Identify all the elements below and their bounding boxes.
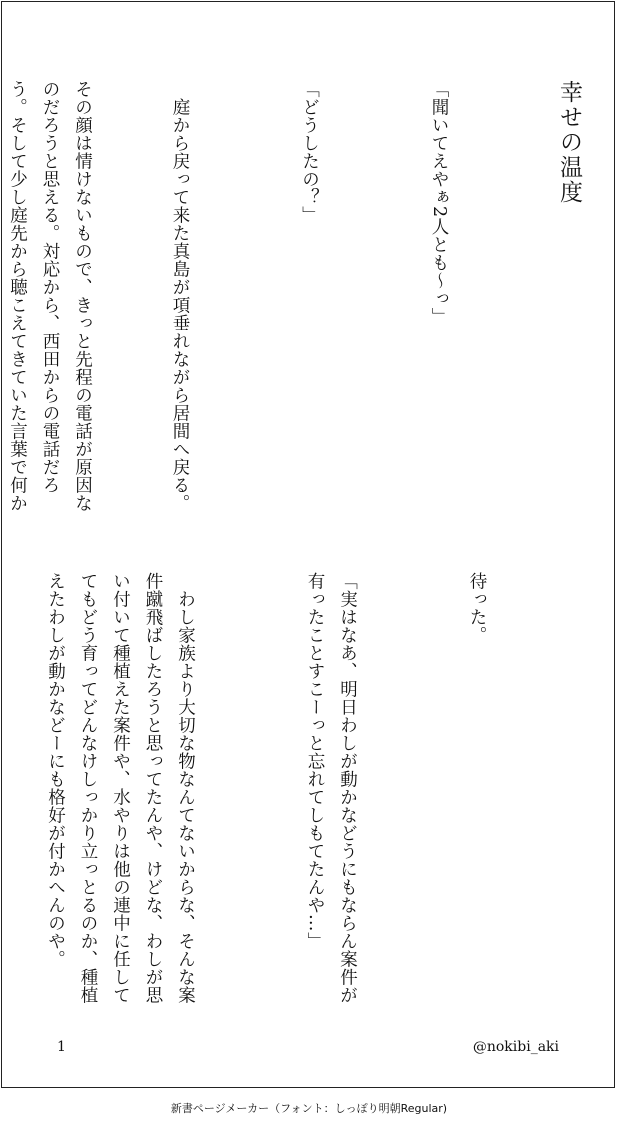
paragraph: その顔は情けないもので、きっと先程の電話が原因なのだろうと思える。対応から、西田からの電話だろう。そして少し庭先から聴こえてきていた言葉で何か (7, 80, 93, 512)
author-handle: @nokibi_aki (472, 1039, 559, 1055)
dialogue-line: 「実はなあ、明日わしが動かなどうにもならん案件が有ったことすこーっと忘れてしもてたんや…」 (305, 572, 358, 1004)
paragraph: 待った。 (467, 572, 487, 644)
top-text-block (0, 80, 572, 520)
story-title: 幸せの温度 (556, 80, 582, 205)
paragraph: 庭から戻って来た真島が項垂れながら居間へ戻る。 (170, 80, 190, 512)
generator-credit: 新書ページメーカー（フォント：しっぽり明朝Regular) (170, 1102, 448, 1115)
bottom-text-block (0, 572, 572, 1012)
dialogue-line: 「どうしたの？」 (299, 80, 320, 224)
dialogue-line: 「聞いてえやぁ2人とも〜っ」 (429, 80, 449, 326)
paragraph: わし家族より大切な物なんてないからな、そんな案件蹴飛ばしたろうと思ってたんや、けどな、わしが思い付いて種植えた案件や、水やりは他の連中に任しててもどう育ってどんなけしっかり立っとるのか、種植えたわしが動かなどーにも格好が付かへんのや。 (45, 572, 196, 1004)
page-number: 1 (57, 1039, 66, 1055)
manuscript-page (1, 1, 615, 1088)
